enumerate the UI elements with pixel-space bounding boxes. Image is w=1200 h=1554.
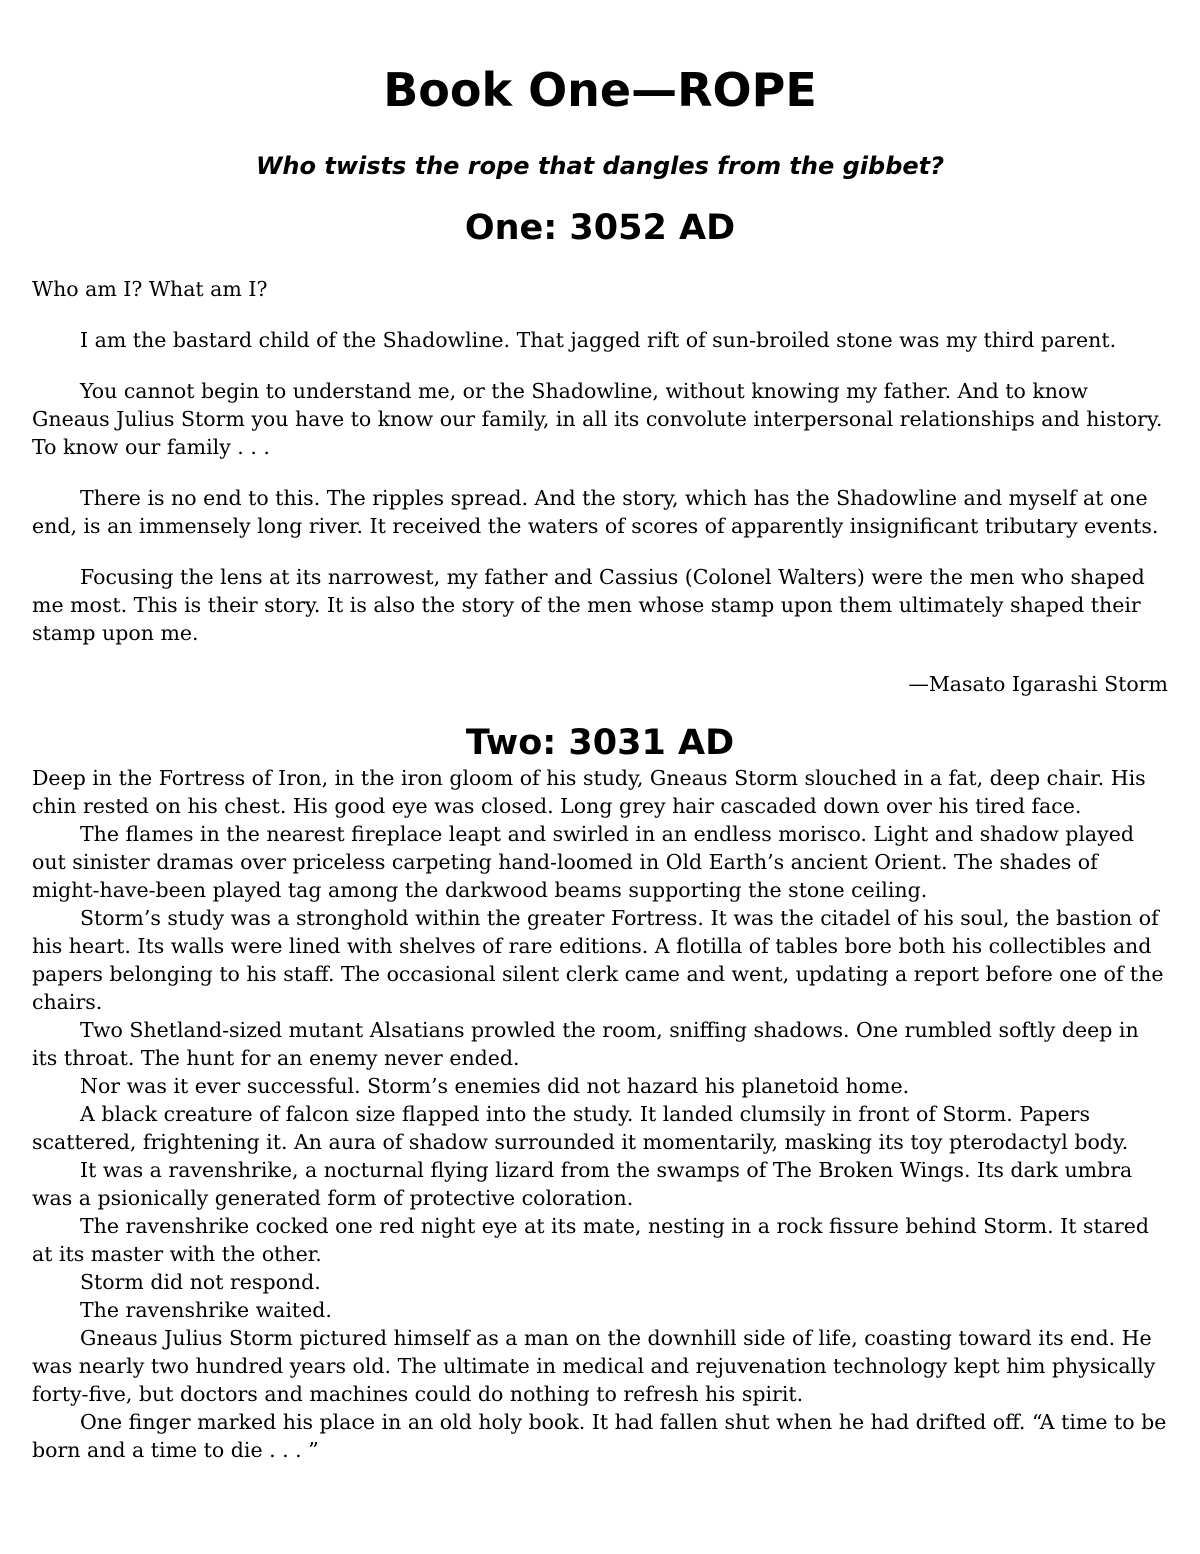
paragraph: Gneaus Julius Storm pictured himself as a man on the downhill side of life, coasting toward its end. He was nearly two hundred years old. The ultimate in medical and rejuvenation technology kept him physically forty-five, but doctors and machines could do nothing to refresh his spirit. <box>32 1326 1156 1406</box>
paragraph: You cannot begin to understand me, or the Shadowline, without knowing my father. And to know Gneaus Julius Storm you have to know our family, in all its convolute interpersonal relationships and history. To know our family . . . <box>32 379 1163 459</box>
chapter-one-body <box>32 275 1168 647</box>
paragraph: There is no end to this. The ripples spread. And the story, which has the Shadowline and myself at one end, is an immensely long river. It received the waters of scores of apparently insignificant tributary events. <box>32 486 1159 538</box>
paragraph: The ravenshrike waited. <box>80 1298 332 1322</box>
paragraph: The ravenshrike cocked one red night eye at its mate, nesting in a rock fissure behind Storm. It stared at its master with the other. <box>32 1214 1150 1266</box>
paragraph: Two Shetland-sized mutant Alsatians prowled the room, sniffing shadows. One rumbled softly deep in its throat. The hunt for an enemy never ended. <box>32 1018 1139 1070</box>
paragraph: It was a ravenshrike, a nocturnal flying lizard from the swamps of The Broken Wings. Its dark umbra was a psionically generated form of protective coloration. <box>32 1158 1133 1210</box>
paragraph: Storm did not respond. <box>80 1270 321 1294</box>
epigraph: Who twists the rope that dangles from the gibbet? <box>255 152 945 180</box>
book-title: Book One—ROPE <box>383 63 817 117</box>
paragraph: A black creature of falcon size flapped into the study. It landed clumsily in front of Storm. Papers scattered, frightening it. An aura of shadow surrounded it momentarily, masking its toy pterodactyl body. <box>32 1102 1129 1154</box>
paragraph: Deep in the Fortress of Iron, in the iron gloom of his study, Gneaus Storm slouched in a fat, deep chair. His chin rested on his chest. His good eye was closed. Long grey hair cascaded down over his tired face. <box>32 766 1146 818</box>
chapter-two-body <box>32 764 1168 1464</box>
paragraph: Who am I? What am I? <box>32 277 268 301</box>
paragraph: Focusing the lens at its narrowest, my father and Cassius (Colonel Walters) were the men who shaped me most. This is their story. It is also the story of the men whose stamp upon them ultimately shaped their stamp upon me. <box>32 565 1145 645</box>
paragraph: Storm’s study was a stronghold within the greater Fortress. It was the citadel of his soul, the bastion of his heart. Its walls were lined with shelves of rare editions. A flotilla of tables bore both his collectibles and papers belonging to his staff. The occasional silent clerk came and went, updating a report before one of the chairs. <box>32 906 1164 1014</box>
chapter-one-title: One: 3052 AD <box>464 208 736 248</box>
author-signature: —Masato Igarashi Storm <box>908 672 1168 696</box>
paragraph: One finger marked his place in an old holy book. It had fallen shut when he had drifted off. “A time to be born and a time to die . . . ” <box>32 1410 1167 1462</box>
paragraph: Nor was it ever successful. Storm’s enemies did not hazard his planetoid home. <box>80 1074 910 1098</box>
document-page <box>32 0 1168 1464</box>
paragraph: I am the bastard child of the Shadowline. That jagged rift of sun-broiled stone was my third parent. <box>80 328 1117 352</box>
chapter-two-title: Two: 3031 AD <box>465 723 735 763</box>
paragraph: The flames in the nearest fireplace leapt and swirled in an endless morisco. Light and shadow played out sinister dramas over priceless carpeting hand-loomed in Old Earth’s ancient Orient. The shades of might-have-been played tag among the darkwood beams supporting the stone ceiling. <box>32 822 1134 902</box>
